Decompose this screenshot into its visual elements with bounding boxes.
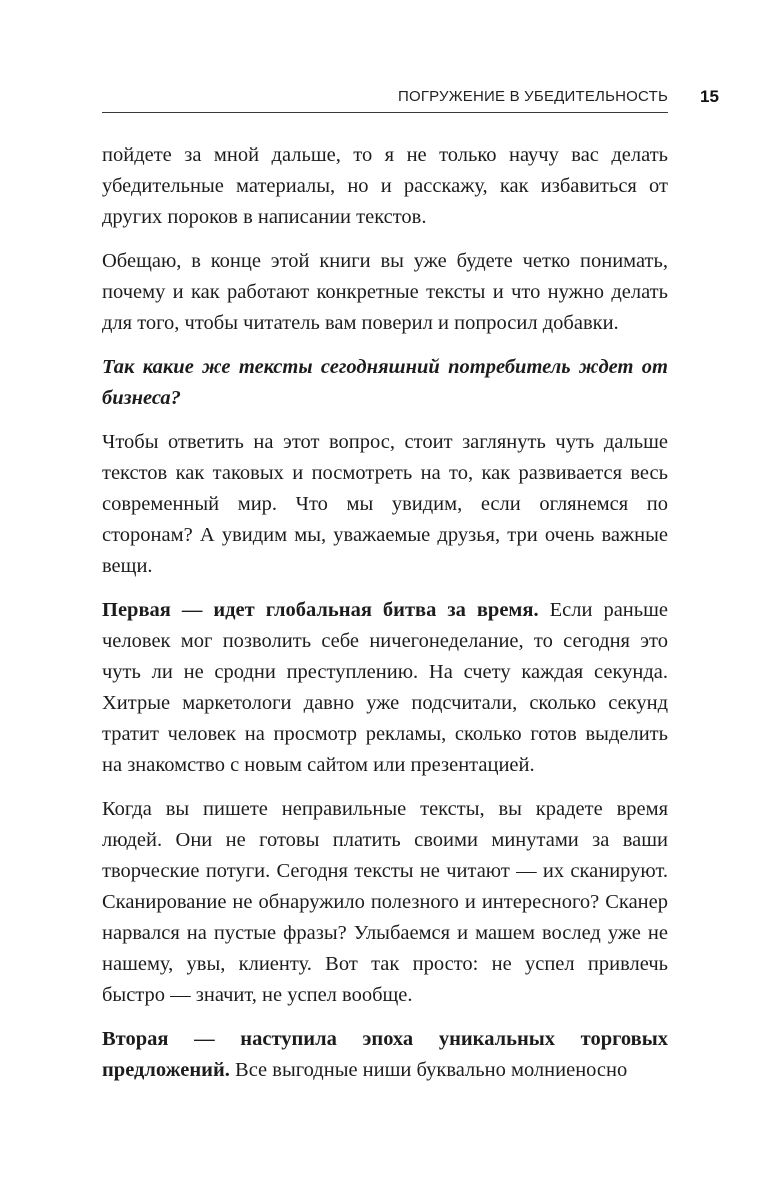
- paragraph-2: Обещаю, в конце этой книги вы уже будете четко понимать, почему и как работают конкретные тексты и что нужно делать для того, чтобы читатель вам поверил и попросил добавки.: [102, 250, 668, 334]
- paragraph-5: Когда вы пишете неправильные тексты, вы крадете время людей. Они не готовы платить своими минутами за ваши творческие потуги. Сегодня тексты не читают — их сканируют. Сканирование не обнаружило полезного и интересного? Сканер нарвался на пустые фразы? Улыбаемся и машем вослед уже не нашему, увы, клиенту. Вот так просто: не успел привлечь быстро — значит, не успел вообще.: [102, 798, 668, 1006]
- paragraph-3: Чтобы ответить на этот вопрос, стоит заглянуть чуть дальше текстов как таковых и посмотреть на то, как развивается весь современный мир. Что мы увидим, если оглянемся по сторонам? А увидим мы, уважаемые друзья, три очень важные вещи.: [102, 431, 668, 577]
- paragraph-4: [102, 595, 668, 781]
- body-text: [102, 140, 668, 1099]
- page-number: 15: [700, 87, 719, 106]
- paragraph-4-text: Если раньше человек мог позволить себе ничегонеделание, то сегодня это чуть ли не сродни преступлению. На счету каждая секунда. Хитрые маркетологи давно уже подсчитали, сколько секунд тратит человек на просмотр рекламы, сколько готов выделить на знакомство с новым сайтом или презентацией.: [102, 599, 669, 776]
- paragraph-1: пойдете за мной дальше, то я не только научу вас делать убедительные материалы, но и расскажу, как избавиться от других пороков в написании текстов.: [102, 144, 668, 228]
- paragraph-6-text: Все выгодные ниши буквально молниеносно: [229, 1059, 628, 1081]
- paragraph-4-lead: Первая — идет глобальная битва за время.: [102, 599, 539, 621]
- paragraph-6: [102, 1024, 668, 1086]
- running-title: ПОГРУЖЕНИЕ В УБЕДИТЕЛЬНОСТЬ: [397, 88, 668, 105]
- page-header: [102, 84, 668, 113]
- paragraph-6-lead: Вторая — наступила эпоха уникальных торговых предложений.: [102, 1028, 668, 1081]
- question-heading: Так какие же тексты сегодняшний потребитель ждет от бизнеса?: [102, 356, 668, 409]
